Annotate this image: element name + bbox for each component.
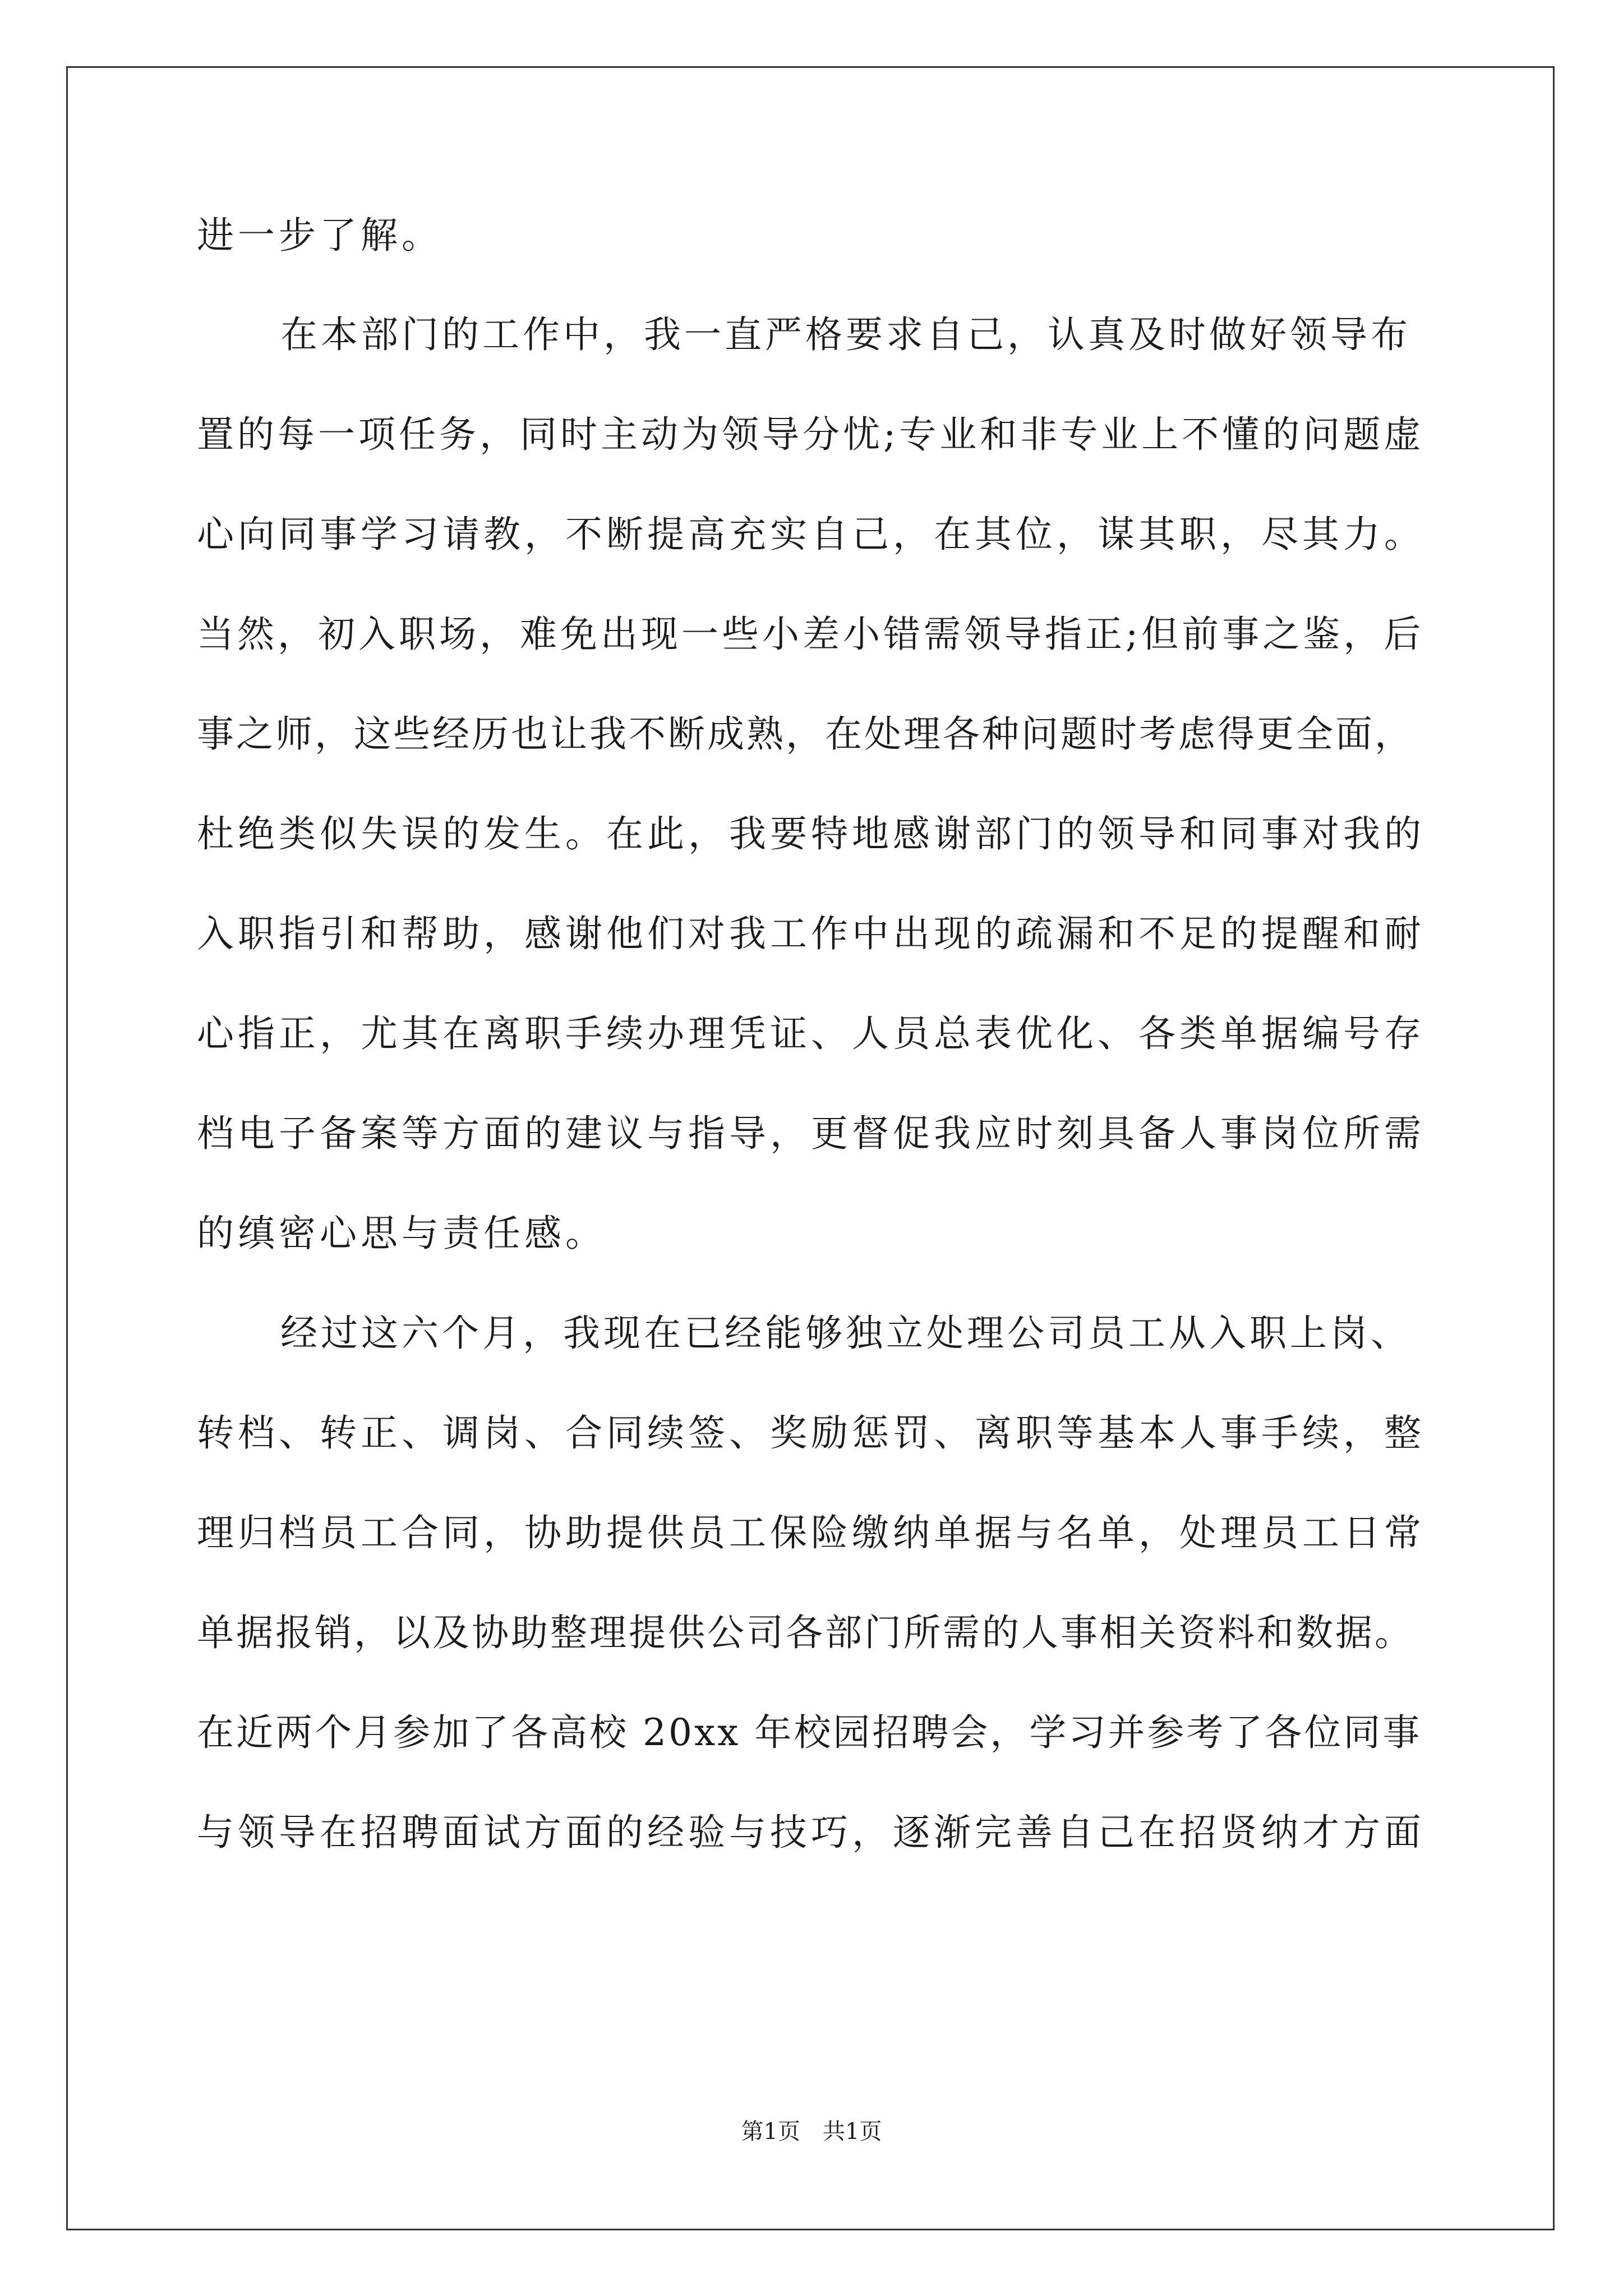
- paragraph-line: 在本部门的工作中，我一直严格要求自己，认真及时做好领导布: [280, 313, 1411, 356]
- paragraph-line: 置的每一项任务，同时主动为领导分忧;专业和非专业上不懂的问题虚: [197, 413, 1424, 456]
- page-number-footer: 第1页 共1页: [741, 2119, 882, 2145]
- paragraph-line: 在近两个月参加了各高校 20xx 年校园招聘会，学习并参考了各位同事: [197, 1711, 1422, 1754]
- paragraph-line: 心指正，尤其在离职手续办理凭证、人员总表优化、各类单据编号存: [197, 1012, 1425, 1055]
- paragraph-line: 转档、转正、调岗、合同续签、奖励惩罚、离职等基本人事手续，整: [197, 1411, 1425, 1455]
- paragraph-line: 档电子备案等方面的建议与指导，更督促我应时刻具备人事岗位所需: [197, 1112, 1425, 1155]
- paragraph-line: 单据报销，以及协助整理提供公司各部门所需的人事相关资料和数据。: [197, 1611, 1414, 1654]
- paragraph-line: 事之师，这些经历也让我不断成熟，在处理各种问题时考虑得更全面，: [197, 712, 1414, 756]
- paragraph-line: 当然，初入职场，难免出现一些小差小错需领导指正;但前事之鉴，后: [197, 613, 1424, 656]
- paragraph-line: 理归档员工合同，协助提供员工保险缴纳单据与名单，处理员工日常: [197, 1511, 1425, 1554]
- paragraph-line: 杜绝类似失误的发生。在此，我要特地感谢部门的领导和同事对我的: [197, 812, 1425, 855]
- paragraph-line: 与领导在招聘面试方面的经验与技巧，逐渐完善自己在招贤纳才方面: [197, 1811, 1425, 1854]
- paragraph-line: 进一步了解。: [197, 214, 442, 257]
- paragraph-line: 的缜密心思与责任感。: [197, 1212, 606, 1255]
- paragraph-line: 心向同事学习请教，不断提高充实自己，在其位，谋其职，尽其力。: [197, 513, 1425, 556]
- paragraph-line: 经过这六个月，我现在已经能够独立处理公司员工从入职上岗、: [280, 1312, 1411, 1355]
- paragraph-line: 入职指引和帮助，感谢他们对我工作中出现的疏漏和不足的提醒和耐: [197, 912, 1425, 955]
